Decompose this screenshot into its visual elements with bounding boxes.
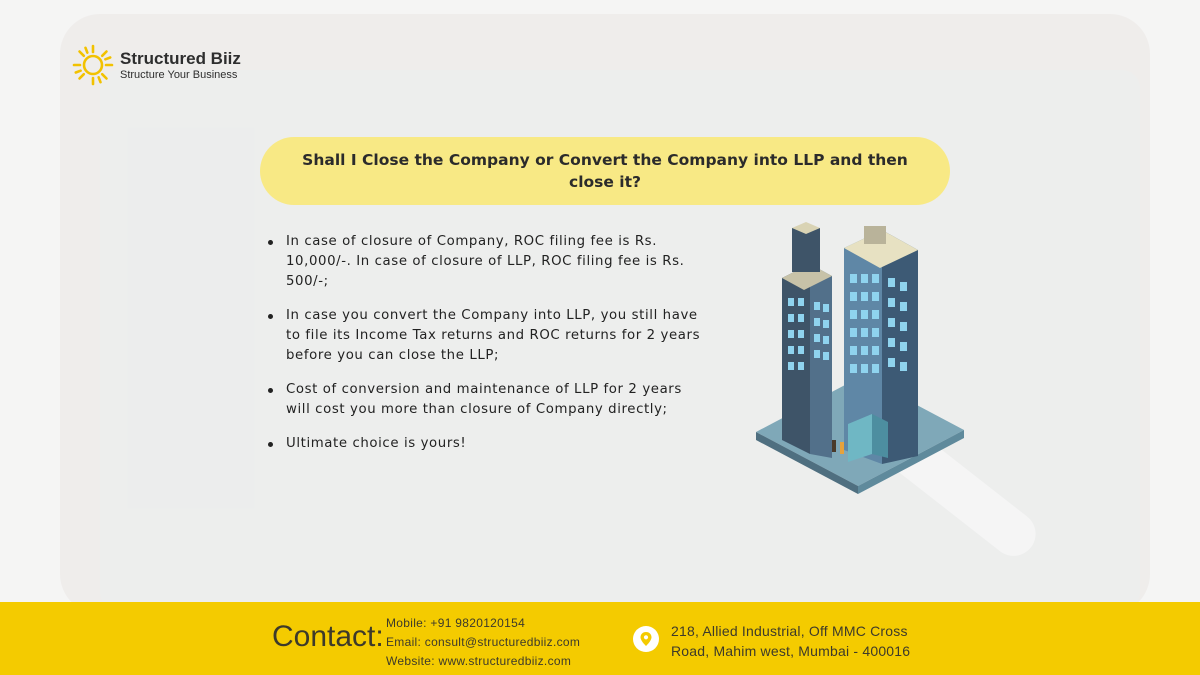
page-title-line2: close it? — [569, 173, 641, 191]
page-title-line1: Shall I Close the Company or Convert the Company into LLP and then — [302, 151, 908, 169]
contact-website[interactable]: Website: www.structuredbiiz.com — [386, 654, 572, 668]
bullet-dot — [268, 314, 273, 319]
bullet-dot — [268, 442, 273, 447]
footer-bar — [0, 602, 1200, 675]
list-item-text: Ultimate choice is yours! — [286, 436, 467, 451]
bullet-dot — [268, 240, 273, 245]
address-line2: Road, Mahim west, Mumbai - 400016 — [671, 643, 911, 659]
brand-logo[interactable] — [72, 44, 241, 86]
address — [671, 621, 910, 661]
list-item — [268, 380, 708, 420]
contact-label: Contact: — [272, 620, 384, 653]
brand-name: Structured Biiz — [120, 48, 241, 68]
title-banner — [260, 137, 950, 205]
contact-mobile[interactable]: Mobile: +91 9820120154 — [386, 616, 526, 630]
list-item-text: In case you convert the Company into LLP, you still have to file its Income Tax returns and ROC returns for 2 years before you can close the LLP; — [286, 308, 701, 363]
sun-logo-icon — [72, 44, 114, 86]
bullet-dot — [268, 388, 273, 393]
contact-email[interactable]: Email: consult@structuredbiiz.com — [386, 635, 581, 649]
list-item — [268, 434, 708, 454]
brand-tagline: Structure Your Business — [120, 68, 238, 81]
location-pin-glyph — [639, 631, 653, 647]
bullet-list — [268, 232, 708, 468]
list-item — [268, 232, 708, 292]
contact-details — [386, 614, 580, 671]
list-item-text: Cost of conversion and maintenance of LLP for 2 years will cost you more than closure of Company directly; — [286, 382, 682, 417]
page-title — [302, 149, 908, 193]
list-item-text: In case of closure of Company, ROC filing fee is Rs. 10,000/-. In case of closure of LLP, ROC filing fee is Rs. 500/-; — [286, 234, 685, 289]
location-pin-icon — [633, 626, 659, 652]
address-line1: 218, Allied Industrial, Off MMC Cross — [671, 623, 908, 639]
office-buildings-icon — [752, 218, 966, 494]
list-item — [268, 306, 708, 366]
